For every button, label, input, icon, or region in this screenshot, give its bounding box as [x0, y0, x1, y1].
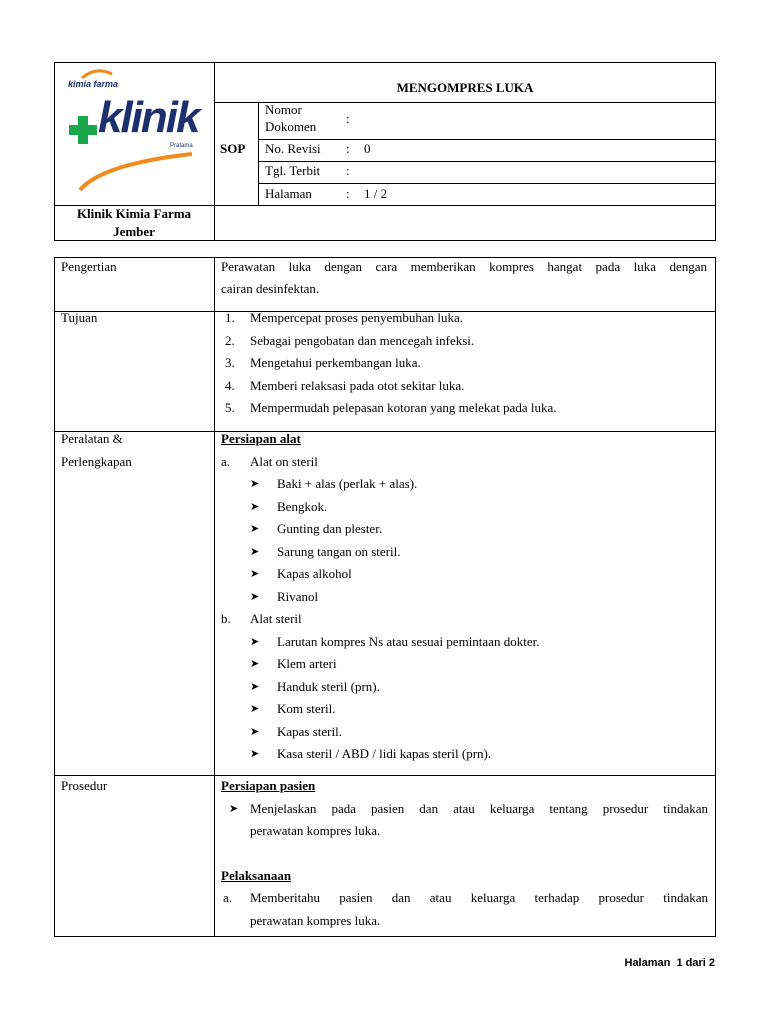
list-item — [225, 352, 705, 375]
prosedur-content — [221, 775, 708, 932]
field-revisi-value: 0 — [364, 141, 371, 156]
label-peralatan-line2: Perlengkapan — [61, 453, 132, 469]
bullet-item — [221, 473, 711, 496]
field-nomor-label-1: Nomor — [265, 102, 302, 117]
pengertian-text-line2: cairan desinfektan. — [221, 281, 320, 296]
item-letter: a. — [223, 890, 233, 905]
label-peralatan-line1: Peralatan & — [61, 431, 123, 446]
list-text: Mengetahui perkembangan luka. — [250, 355, 421, 370]
bullet-item — [221, 698, 711, 721]
item-line2: perawatan kompres luka. — [250, 912, 381, 928]
arrow-bullet-icon: ➤ — [250, 634, 260, 648]
group-title: Alat on steril — [250, 453, 318, 469]
arrow-bullet-icon: ➤ — [250, 702, 260, 715]
bullet-text: Kapas steril. — [277, 723, 342, 739]
bullet-item — [221, 541, 711, 564]
list-item — [225, 375, 705, 398]
bullet-line1: Menjelaskan pada pasien dan atau keluarga tentang prosedur tindakan — [250, 800, 708, 816]
arrow-bullet-icon: ➤ — [229, 801, 239, 815]
bullet-text: Bengkok. — [277, 498, 328, 514]
list-number: 1. — [225, 310, 235, 325]
list-number: 3. — [225, 355, 235, 370]
bullet-text: Handuk steril (prn). — [277, 678, 380, 694]
group-title: Alat steril — [250, 611, 302, 626]
clinic-name-line1: Klinik Kimia Farma — [76, 206, 192, 221]
list-number: 4. — [225, 377, 235, 393]
arrow-bullet-icon: ➤ — [250, 589, 260, 603]
list-item — [225, 397, 705, 420]
item-line1: Memberitahu pasien dan atau keluarga terhadap prosedur tindakan — [250, 890, 708, 905]
bullet-text: Sarung tangan on steril. — [277, 543, 401, 559]
clinic-name — [55, 205, 213, 241]
arrow-bullet-icon: ➤ — [250, 522, 260, 535]
field-nomor-label-2: Dokomen — [265, 119, 317, 134]
arrow-bullet-icon: ➤ — [250, 747, 260, 760]
bullet-item — [221, 586, 711, 609]
bullet-item — [221, 743, 711, 766]
bullet-line2: perawatan kompres luka. — [250, 823, 381, 838]
list-number: 5. — [225, 400, 235, 415]
brand-big-text: klinik — [98, 93, 199, 142]
bullet-text: Kom steril. — [277, 701, 336, 716]
bullet-item — [221, 496, 711, 519]
group-letter: b. — [221, 611, 231, 626]
heading-persiapan-pasien: Persiapan pasien — [221, 778, 316, 793]
bullet-item — [221, 563, 711, 586]
heading-pelaksanaan: Pelaksanaan — [221, 867, 292, 883]
arrow-bullet-icon: ➤ — [250, 499, 260, 513]
list-text: Sebagai pengobatan dan mencegah infeksi. — [250, 332, 475, 348]
group-a-items — [221, 473, 711, 608]
list-number: 2. — [225, 332, 235, 348]
brand-sub-text: Pratama — [170, 143, 193, 149]
bullet-item — [221, 518, 711, 541]
label-tujuan: Tujuan — [61, 310, 98, 325]
bullet-item — [221, 631, 711, 654]
bullet-item — [221, 721, 711, 744]
heading-persiapan-alat: Persiapan alat — [221, 431, 301, 446]
bullet-item — [221, 676, 711, 699]
bullet-text: Larutan kompres Ns atau sesuai pemintaan dokter. — [277, 633, 540, 649]
field-terbit-sep: : — [346, 163, 350, 178]
bullet-text: Kapas alkohol — [277, 566, 352, 581]
page-footer: Halaman 1 dari 2 — [624, 957, 715, 969]
list-text: Mempercepat proses penyembuhan luka. — [250, 310, 463, 325]
field-halaman-label: Halaman — [265, 186, 312, 201]
list-item — [225, 307, 705, 330]
group-a-title — [221, 451, 711, 474]
arrow-bullet-icon: ➤ — [250, 679, 260, 693]
arrow-bullet-icon: ➤ — [250, 724, 260, 738]
pengertian-text-line1: Perawatan luka dengan cara memberikan kompres hangat pada luka dengan — [221, 259, 707, 274]
field-nomor-sep: : — [346, 111, 350, 126]
field-revisi-label: No. Revisi — [265, 141, 321, 156]
bullet-text: Klem arteri — [277, 656, 337, 671]
peralatan-content — [221, 428, 711, 766]
label-prosedur: Prosedur — [61, 778, 108, 793]
arrow-bullet-icon: ➤ — [250, 544, 260, 558]
arrow-bullet-icon: ➤ — [250, 567, 260, 580]
group-b-title — [221, 608, 711, 631]
document-title: MENGOMPRES LUKA — [396, 80, 534, 95]
group-b-items — [221, 631, 711, 766]
label-pengertian: Pengertian — [61, 259, 117, 274]
arrow-bullet-icon: ➤ — [250, 477, 260, 490]
bullet-text: Kasa steril / ABD / lidi kapas steril (prn). — [277, 746, 492, 761]
label-peralatan — [61, 428, 132, 473]
sop-label: SOP — [220, 141, 246, 156]
field-halaman-sep: : — [346, 186, 350, 201]
brand-small-text: kimia farma — [68, 79, 119, 89]
arrow-bullet-icon: ➤ — [250, 657, 260, 670]
bullet-text: Baki + alas (perlak + alas). — [277, 476, 418, 491]
tujuan-list — [225, 307, 705, 420]
group-letter: a. — [221, 453, 231, 469]
field-terbit-label: Tgl. Terbit — [265, 163, 321, 178]
pelaksanaan-item — [221, 887, 708, 932]
bullet-text: Gunting dan plester. — [277, 521, 383, 536]
list-item — [225, 330, 705, 353]
field-halaman-value: 1 / 2 — [364, 186, 388, 201]
field-revisi-sep: : — [346, 141, 350, 156]
clinic-name-line2: Jember — [113, 224, 155, 239]
bullet-item — [221, 798, 708, 843]
list-text: Memberi relaksasi pada otot sekitar luka. — [250, 377, 465, 393]
list-text: Mempermudah pelepasan kotoran yang melekat pada luka. — [250, 400, 557, 415]
bullet-item — [221, 653, 711, 676]
bullet-text: Rivanol — [277, 588, 319, 604]
